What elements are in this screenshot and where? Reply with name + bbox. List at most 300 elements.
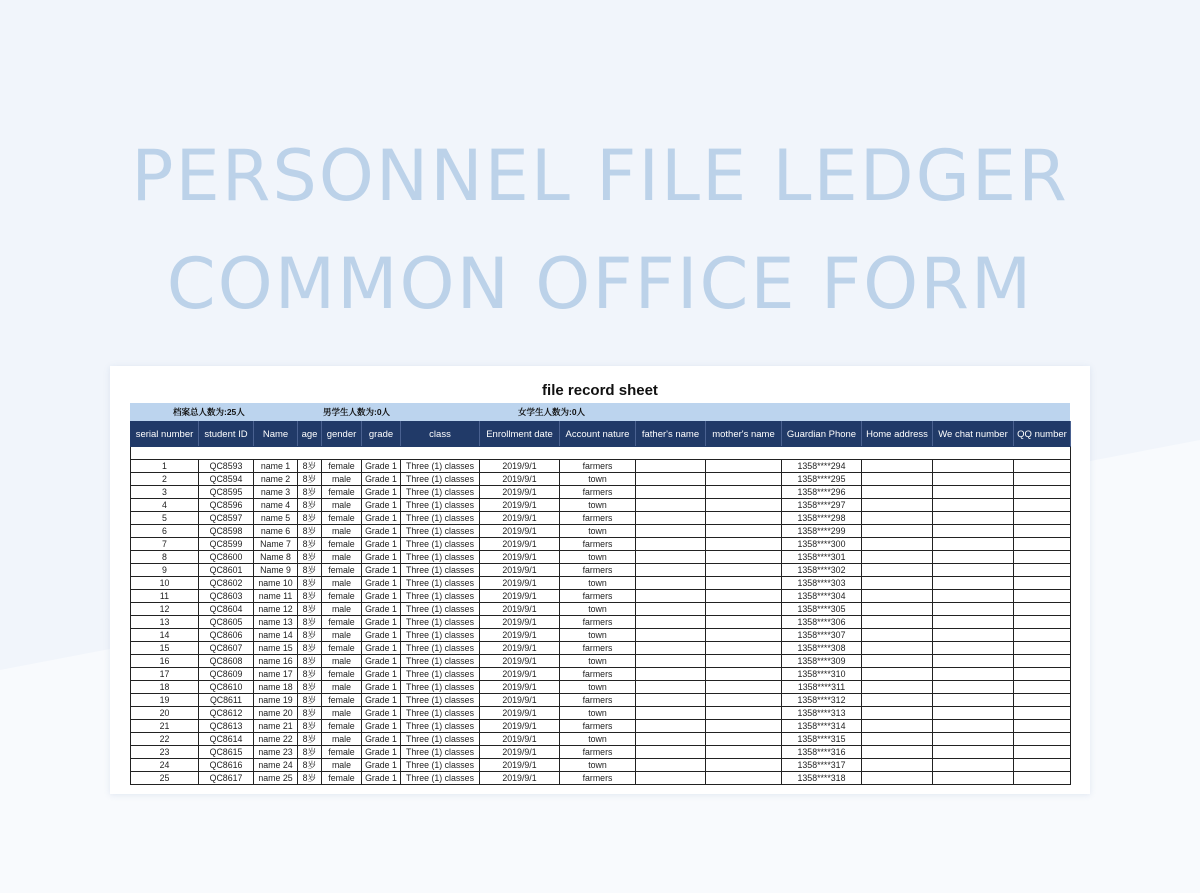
table-cell bbox=[636, 746, 706, 759]
table-cell bbox=[706, 707, 782, 720]
table-cell: Three (1) classes bbox=[401, 629, 480, 642]
table-cell: 21 bbox=[131, 720, 199, 733]
table-cell: 8岁 bbox=[298, 733, 322, 746]
table-cell: farmers bbox=[560, 486, 636, 499]
table-cell: name 1 bbox=[254, 460, 298, 473]
table-row bbox=[131, 668, 1071, 681]
table-cell: Three (1) classes bbox=[401, 499, 480, 512]
table-cell: 8岁 bbox=[298, 694, 322, 707]
table-cell: name 25 bbox=[254, 772, 298, 785]
table-cell: 1358****317 bbox=[782, 759, 862, 772]
table-cell: 2019/9/1 bbox=[480, 772, 560, 785]
table-cell bbox=[636, 694, 706, 707]
table-cell: 2019/9/1 bbox=[480, 577, 560, 590]
table-row bbox=[131, 655, 1071, 668]
table-cell: 2019/9/1 bbox=[480, 642, 560, 655]
table-cell: 2019/9/1 bbox=[480, 473, 560, 486]
table-cell: 1358****311 bbox=[782, 681, 862, 694]
table-cell bbox=[933, 772, 1014, 785]
table-cell: Grade 1 bbox=[362, 460, 401, 473]
table-cell: 8岁 bbox=[298, 759, 322, 772]
table-cell bbox=[1014, 603, 1071, 616]
table-cell: 11 bbox=[131, 590, 199, 603]
table-cell: 1358****297 bbox=[782, 499, 862, 512]
table-cell bbox=[1014, 525, 1071, 538]
table-cell: 2019/9/1 bbox=[480, 616, 560, 629]
table-row bbox=[131, 499, 1071, 512]
table-cell bbox=[862, 603, 933, 616]
table-cell: 13 bbox=[131, 616, 199, 629]
table-cell: farmers bbox=[560, 642, 636, 655]
table-cell: QC8601 bbox=[199, 564, 254, 577]
table-cell bbox=[862, 525, 933, 538]
table-cell: Three (1) classes bbox=[401, 759, 480, 772]
table-cell: Three (1) classes bbox=[401, 707, 480, 720]
table-cell bbox=[636, 538, 706, 551]
table-cell: 5 bbox=[131, 512, 199, 525]
table-cell: name 11 bbox=[254, 590, 298, 603]
table-cell bbox=[933, 486, 1014, 499]
table-cell bbox=[1014, 642, 1071, 655]
table-cell: Name 7 bbox=[254, 538, 298, 551]
table-cell bbox=[862, 642, 933, 655]
table-cell: farmers bbox=[560, 616, 636, 629]
table-cell: farmers bbox=[560, 512, 636, 525]
table-cell bbox=[706, 486, 782, 499]
table-cell: 1358****313 bbox=[782, 707, 862, 720]
table-cell: Name 8 bbox=[254, 551, 298, 564]
table-cell: 20 bbox=[131, 707, 199, 720]
table-cell bbox=[1014, 668, 1071, 681]
table-cell bbox=[862, 746, 933, 759]
table-cell: QC8599 bbox=[199, 538, 254, 551]
table-cell: Three (1) classes bbox=[401, 681, 480, 694]
table-row bbox=[131, 759, 1071, 772]
table-cell: name 17 bbox=[254, 668, 298, 681]
header-row bbox=[131, 422, 1071, 447]
table-cell: Grade 1 bbox=[362, 499, 401, 512]
table-cell bbox=[862, 668, 933, 681]
table-cell: female bbox=[322, 460, 362, 473]
table-cell: farmers bbox=[560, 720, 636, 733]
table-cell: QC8608 bbox=[199, 655, 254, 668]
table-cell: QC8593 bbox=[199, 460, 254, 473]
table-cell: 7 bbox=[131, 538, 199, 551]
table-cell: name 21 bbox=[254, 720, 298, 733]
column-header: Guardian Phone bbox=[782, 422, 862, 447]
table-cell: 8岁 bbox=[298, 538, 322, 551]
table-cell: 2019/9/1 bbox=[480, 759, 560, 772]
table-cell bbox=[706, 590, 782, 603]
table-cell: 9 bbox=[131, 564, 199, 577]
table-cell bbox=[1014, 694, 1071, 707]
table-cell bbox=[706, 577, 782, 590]
table-cell bbox=[933, 577, 1014, 590]
table-cell: female bbox=[322, 720, 362, 733]
table-cell: town bbox=[560, 759, 636, 772]
table-cell: 2019/9/1 bbox=[480, 512, 560, 525]
table-cell: 2019/9/1 bbox=[480, 564, 560, 577]
table-cell: Grade 1 bbox=[362, 681, 401, 694]
table-cell bbox=[933, 616, 1014, 629]
table-cell: 2019/9/1 bbox=[480, 733, 560, 746]
ledger-body bbox=[131, 447, 1071, 785]
table-cell: 12 bbox=[131, 603, 199, 616]
table-cell: Grade 1 bbox=[362, 564, 401, 577]
table-cell: 2019/9/1 bbox=[480, 551, 560, 564]
table-cell: Three (1) classes bbox=[401, 720, 480, 733]
table-cell: 8岁 bbox=[298, 720, 322, 733]
table-cell bbox=[636, 460, 706, 473]
table-cell: male bbox=[322, 707, 362, 720]
column-header: Home address bbox=[862, 422, 933, 447]
table-cell bbox=[706, 616, 782, 629]
table-cell: 1358****309 bbox=[782, 655, 862, 668]
table-cell: name 22 bbox=[254, 733, 298, 746]
column-header: class bbox=[401, 422, 480, 447]
table-row bbox=[131, 629, 1071, 642]
table-cell: 1358****316 bbox=[782, 746, 862, 759]
table-cell bbox=[862, 681, 933, 694]
table-cell: 8岁 bbox=[298, 590, 322, 603]
table-cell: 3 bbox=[131, 486, 199, 499]
table-cell: farmers bbox=[560, 694, 636, 707]
column-header: Name bbox=[254, 422, 298, 447]
table-cell: 2019/9/1 bbox=[480, 525, 560, 538]
table-cell: 8岁 bbox=[298, 512, 322, 525]
table-cell: 2019/9/1 bbox=[480, 499, 560, 512]
table-cell: Three (1) classes bbox=[401, 538, 480, 551]
table-cell: 2019/9/1 bbox=[480, 486, 560, 499]
table-cell bbox=[636, 655, 706, 668]
header-gap-cell bbox=[131, 447, 1071, 460]
column-header: serial number bbox=[131, 422, 199, 447]
table-cell: male bbox=[322, 681, 362, 694]
table-cell: 4 bbox=[131, 499, 199, 512]
table-cell bbox=[1014, 733, 1071, 746]
table-cell: Grade 1 bbox=[362, 512, 401, 525]
column-header: age bbox=[298, 422, 322, 447]
column-header: mother's name bbox=[706, 422, 782, 447]
table-cell: name 14 bbox=[254, 629, 298, 642]
table-cell: 8岁 bbox=[298, 668, 322, 681]
table-cell bbox=[862, 577, 933, 590]
banner-title-line-1: PERSONNEL FILE LEDGER bbox=[131, 135, 1069, 217]
table-cell: 2019/9/1 bbox=[480, 720, 560, 733]
table-cell: Three (1) classes bbox=[401, 603, 480, 616]
table-cell: town bbox=[560, 551, 636, 564]
table-cell: QC8600 bbox=[199, 551, 254, 564]
table-cell bbox=[1014, 460, 1071, 473]
table-cell: Grade 1 bbox=[362, 759, 401, 772]
table-cell: Three (1) classes bbox=[401, 694, 480, 707]
table-cell bbox=[933, 473, 1014, 486]
table-cell: 1358****298 bbox=[782, 512, 862, 525]
table-cell bbox=[933, 707, 1014, 720]
table-cell: farmers bbox=[560, 460, 636, 473]
table-cell bbox=[706, 512, 782, 525]
table-cell bbox=[862, 655, 933, 668]
table-cell bbox=[933, 512, 1014, 525]
table-cell bbox=[706, 772, 782, 785]
column-header: Enrollment date bbox=[480, 422, 560, 447]
table-cell: female bbox=[322, 642, 362, 655]
table-cell: Grade 1 bbox=[362, 590, 401, 603]
table-cell: female bbox=[322, 694, 362, 707]
table-cell: Three (1) classes bbox=[401, 577, 480, 590]
table-cell: QC8610 bbox=[199, 681, 254, 694]
column-header: QQ number bbox=[1014, 422, 1071, 447]
table-cell bbox=[706, 681, 782, 694]
table-cell bbox=[706, 564, 782, 577]
table-cell: 2019/9/1 bbox=[480, 746, 560, 759]
table-cell bbox=[862, 590, 933, 603]
table-cell bbox=[636, 499, 706, 512]
table-cell: female bbox=[322, 486, 362, 499]
table-cell: 2019/9/1 bbox=[480, 694, 560, 707]
table-cell bbox=[706, 720, 782, 733]
table-cell bbox=[636, 733, 706, 746]
table-cell bbox=[636, 551, 706, 564]
table-cell: 2019/9/1 bbox=[480, 707, 560, 720]
table-cell: name 24 bbox=[254, 759, 298, 772]
table-cell bbox=[706, 668, 782, 681]
table-cell: name 15 bbox=[254, 642, 298, 655]
table-cell: female bbox=[322, 538, 362, 551]
table-cell: 1358****312 bbox=[782, 694, 862, 707]
table-row bbox=[131, 486, 1071, 499]
table-cell bbox=[862, 512, 933, 525]
table-cell: 14 bbox=[131, 629, 199, 642]
table-cell: Three (1) classes bbox=[401, 564, 480, 577]
table-cell: Grade 1 bbox=[362, 551, 401, 564]
table-cell: male bbox=[322, 603, 362, 616]
table-cell bbox=[862, 473, 933, 486]
table-cell: QC8596 bbox=[199, 499, 254, 512]
table-cell bbox=[1014, 512, 1071, 525]
table-cell: town bbox=[560, 499, 636, 512]
table-cell: 8岁 bbox=[298, 577, 322, 590]
table-cell: QC8598 bbox=[199, 525, 254, 538]
table-cell bbox=[933, 564, 1014, 577]
table-cell: 8岁 bbox=[298, 707, 322, 720]
table-cell: Three (1) classes bbox=[401, 551, 480, 564]
table-cell bbox=[1014, 655, 1071, 668]
table-cell bbox=[706, 746, 782, 759]
summary-male: 男学生人数为:0人 bbox=[323, 407, 391, 417]
table-cell bbox=[933, 460, 1014, 473]
table-cell bbox=[862, 707, 933, 720]
table-cell: 1358****310 bbox=[782, 668, 862, 681]
table-cell: 8岁 bbox=[298, 525, 322, 538]
table-cell bbox=[1014, 590, 1071, 603]
table-cell: farmers bbox=[560, 746, 636, 759]
table-cell bbox=[933, 655, 1014, 668]
table-cell: QC8594 bbox=[199, 473, 254, 486]
table-cell: QC8616 bbox=[199, 759, 254, 772]
table-cell bbox=[636, 603, 706, 616]
table-cell bbox=[933, 746, 1014, 759]
table-cell bbox=[862, 733, 933, 746]
table-cell bbox=[706, 759, 782, 772]
table-cell: 23 bbox=[131, 746, 199, 759]
table-cell: 1 bbox=[131, 460, 199, 473]
table-cell: 15 bbox=[131, 642, 199, 655]
table-cell bbox=[933, 538, 1014, 551]
table-cell bbox=[636, 525, 706, 538]
table-cell: QC8607 bbox=[199, 642, 254, 655]
table-cell bbox=[862, 551, 933, 564]
table-cell: 1358****300 bbox=[782, 538, 862, 551]
table-cell: 1358****294 bbox=[782, 460, 862, 473]
table-cell: QC8605 bbox=[199, 616, 254, 629]
table-cell: male bbox=[322, 733, 362, 746]
table-cell: town bbox=[560, 603, 636, 616]
table-cell: QC8595 bbox=[199, 486, 254, 499]
table-cell: 8岁 bbox=[298, 746, 322, 759]
table-cell: 8岁 bbox=[298, 681, 322, 694]
table-cell: 8岁 bbox=[298, 772, 322, 785]
table-row bbox=[131, 746, 1071, 759]
table-cell bbox=[706, 642, 782, 655]
table-cell: QC8604 bbox=[199, 603, 254, 616]
ledger-table bbox=[130, 421, 1071, 785]
table-cell: 2 bbox=[131, 473, 199, 486]
table-cell bbox=[1014, 720, 1071, 733]
table-cell: 2019/9/1 bbox=[480, 538, 560, 551]
table-cell: 25 bbox=[131, 772, 199, 785]
table-cell bbox=[1014, 629, 1071, 642]
table-cell bbox=[1014, 564, 1071, 577]
table-cell: Grade 1 bbox=[362, 746, 401, 759]
table-cell bbox=[933, 642, 1014, 655]
table-cell: male bbox=[322, 759, 362, 772]
table-cell bbox=[706, 733, 782, 746]
table-cell: 1358****307 bbox=[782, 629, 862, 642]
table-cell bbox=[706, 525, 782, 538]
table-cell: Grade 1 bbox=[362, 720, 401, 733]
table-cell: town bbox=[560, 681, 636, 694]
table-cell: 2019/9/1 bbox=[480, 668, 560, 681]
table-cell: name 12 bbox=[254, 603, 298, 616]
table-cell: Three (1) classes bbox=[401, 512, 480, 525]
table-cell: town bbox=[560, 733, 636, 746]
table-cell bbox=[636, 564, 706, 577]
table-cell bbox=[636, 590, 706, 603]
table-cell: town bbox=[560, 577, 636, 590]
table-cell: name 4 bbox=[254, 499, 298, 512]
table-cell bbox=[706, 538, 782, 551]
table-cell bbox=[1014, 759, 1071, 772]
table-cell: 8岁 bbox=[298, 642, 322, 655]
table-cell bbox=[706, 551, 782, 564]
table-cell bbox=[933, 681, 1014, 694]
table-cell: Three (1) classes bbox=[401, 616, 480, 629]
table-cell: name 18 bbox=[254, 681, 298, 694]
table-cell: town bbox=[560, 655, 636, 668]
table-cell: QC8602 bbox=[199, 577, 254, 590]
table-cell bbox=[933, 694, 1014, 707]
table-cell: 8岁 bbox=[298, 473, 322, 486]
table-cell: 17 bbox=[131, 668, 199, 681]
table-cell: Grade 1 bbox=[362, 668, 401, 681]
table-cell: Three (1) classes bbox=[401, 525, 480, 538]
column-header: gender bbox=[322, 422, 362, 447]
table-cell: Grade 1 bbox=[362, 525, 401, 538]
table-cell: 19 bbox=[131, 694, 199, 707]
table-cell: QC8614 bbox=[199, 733, 254, 746]
table-cell bbox=[706, 499, 782, 512]
table-cell: town bbox=[560, 473, 636, 486]
table-cell bbox=[862, 629, 933, 642]
table-cell: QC8597 bbox=[199, 512, 254, 525]
table-row bbox=[131, 642, 1071, 655]
column-header: student ID bbox=[199, 422, 254, 447]
table-cell: QC8617 bbox=[199, 772, 254, 785]
table-cell: 10 bbox=[131, 577, 199, 590]
column-header: father's name bbox=[636, 422, 706, 447]
table-cell bbox=[706, 460, 782, 473]
table-cell bbox=[862, 720, 933, 733]
table-cell bbox=[933, 733, 1014, 746]
table-cell: 1358****306 bbox=[782, 616, 862, 629]
table-cell bbox=[1014, 577, 1071, 590]
table-cell: QC8609 bbox=[199, 668, 254, 681]
table-cell bbox=[862, 772, 933, 785]
table-cell bbox=[862, 486, 933, 499]
table-cell: 8岁 bbox=[298, 499, 322, 512]
table-cell: name 13 bbox=[254, 616, 298, 629]
table-cell bbox=[933, 629, 1014, 642]
table-cell: Grade 1 bbox=[362, 694, 401, 707]
table-cell bbox=[1014, 551, 1071, 564]
table-cell: 1358****303 bbox=[782, 577, 862, 590]
table-row bbox=[131, 707, 1071, 720]
table-cell: name 20 bbox=[254, 707, 298, 720]
table-cell bbox=[636, 707, 706, 720]
column-header: Account nature bbox=[560, 422, 636, 447]
table-cell: farmers bbox=[560, 590, 636, 603]
table-cell: 18 bbox=[131, 681, 199, 694]
table-cell: female bbox=[322, 746, 362, 759]
table-cell: female bbox=[322, 772, 362, 785]
summary-female: 女学生人数为:0人 bbox=[518, 407, 586, 417]
table-cell bbox=[706, 603, 782, 616]
table-cell: Three (1) classes bbox=[401, 655, 480, 668]
table-cell: female bbox=[322, 668, 362, 681]
table-cell: Grade 1 bbox=[362, 772, 401, 785]
table-cell: name 6 bbox=[254, 525, 298, 538]
table-cell bbox=[1014, 772, 1071, 785]
table-cell: 1358****314 bbox=[782, 720, 862, 733]
table-row bbox=[131, 590, 1071, 603]
table-cell bbox=[636, 772, 706, 785]
table-row bbox=[131, 564, 1071, 577]
table-cell: 1358****318 bbox=[782, 772, 862, 785]
table-cell: QC8606 bbox=[199, 629, 254, 642]
table-cell bbox=[636, 720, 706, 733]
table-cell bbox=[636, 486, 706, 499]
table-cell bbox=[636, 681, 706, 694]
table-cell bbox=[933, 525, 1014, 538]
table-cell bbox=[636, 668, 706, 681]
table-cell: farmers bbox=[560, 772, 636, 785]
table-row bbox=[131, 681, 1071, 694]
table-cell: Three (1) classes bbox=[401, 590, 480, 603]
table-cell: male bbox=[322, 473, 362, 486]
table-cell bbox=[1014, 473, 1071, 486]
table-row bbox=[131, 733, 1071, 746]
